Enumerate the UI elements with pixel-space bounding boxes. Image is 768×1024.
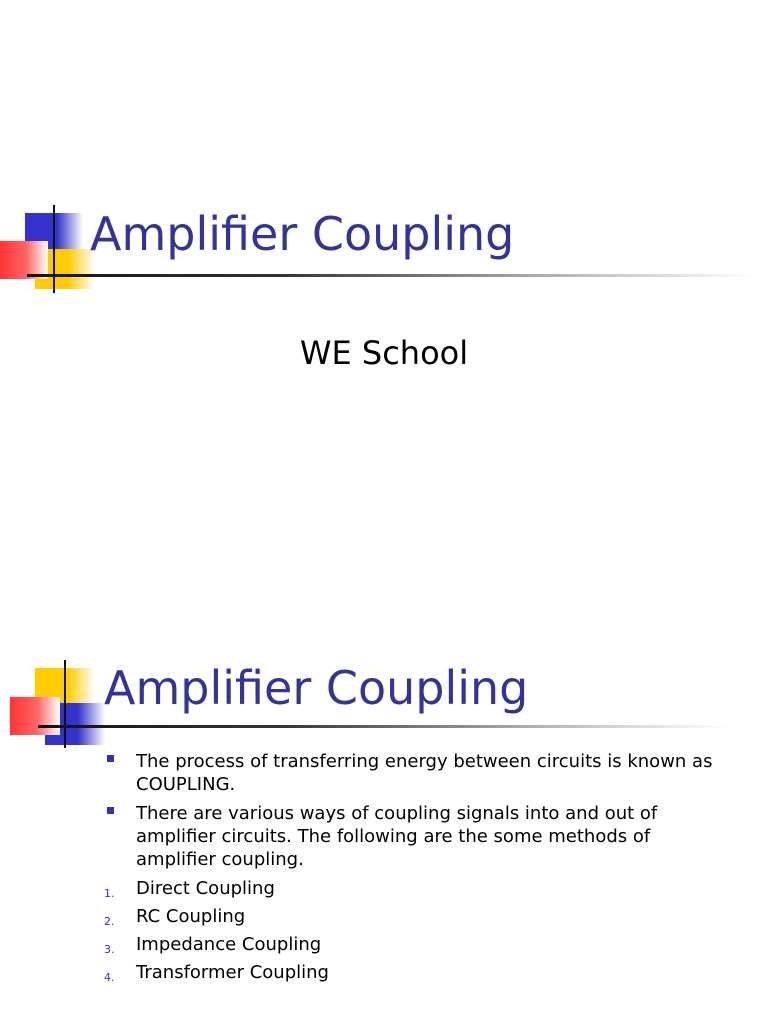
logo-vertical-line	[64, 660, 66, 748]
numbered-text: RC Coupling	[136, 906, 246, 927]
title-underline	[38, 725, 728, 728]
numbered-item	[104, 933, 734, 956]
slide-subtitle: WE School	[299, 334, 469, 372]
item-number: 4.	[104, 971, 115, 984]
numbered-text: Impedance Coupling	[136, 934, 322, 955]
item-number: 2.	[104, 915, 115, 928]
slide-title: Amplifier Coupling	[104, 661, 529, 715]
numbered-text: Direct Coupling	[136, 878, 275, 899]
numbered-item	[104, 961, 734, 984]
logo-vertical-line	[53, 205, 55, 293]
bullet-item	[104, 750, 734, 796]
bullet-text: There are various ways of coupling signals into and out of amplifier circuits. The following are the some methods of amplifier coupling.	[136, 803, 658, 870]
bullet-item	[104, 802, 734, 871]
numbered-item	[104, 905, 734, 928]
numbered-text: Transformer Coupling	[136, 962, 329, 983]
slide-body	[104, 750, 734, 989]
red-square	[10, 697, 60, 735]
bullet-text: The process of transferring energy between circuits is known as COUPLING.	[136, 751, 713, 795]
numbered-item	[104, 877, 734, 900]
decorative-squares-logo	[0, 660, 110, 760]
item-number: 3.	[104, 943, 115, 956]
title-underline	[27, 274, 755, 277]
item-number: 1.	[104, 887, 115, 900]
slide-title: Amplifier Coupling	[90, 207, 515, 261]
content-slide	[0, 512, 768, 1024]
